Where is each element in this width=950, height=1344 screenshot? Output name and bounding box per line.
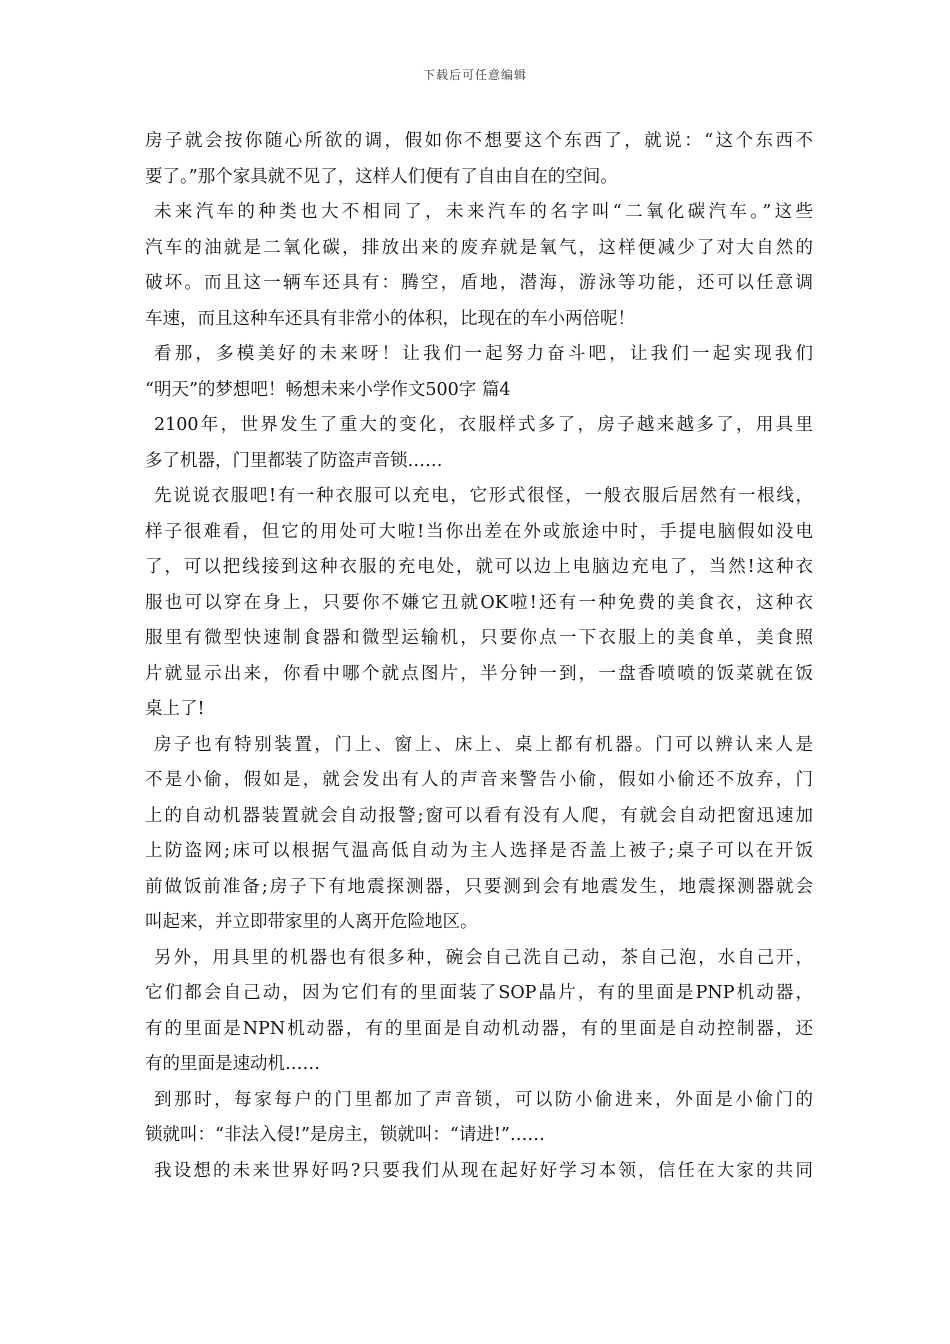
paragraph xyxy=(145,408,813,479)
paragraph xyxy=(145,479,813,728)
text-line: 汽车的油就是二氧化碳，排放出来的废弃就是氧气，这样便减少了对大自然的 xyxy=(145,237,813,258)
text-line: 桌上了! xyxy=(145,699,205,719)
text-line: 有的里面是NPN机动器，有的里面是自动机动器，有的里面是自动控制器，还 xyxy=(145,1018,813,1039)
text-line: 房子也有特别装置，门上、窗上、床上、桌上都有机器。门可以辨认来人是 xyxy=(154,734,813,755)
text-line: 我设想的未来世界好吗?只要我们从现在起好好学习本领，信任在大家的共同 xyxy=(154,1160,813,1181)
text-line: 要了。”那个家具就不见了，这样人们便有了自由自在的空间。 xyxy=(145,166,618,187)
text-line: 叫起来，并立即带家里的人离开危险地区。 xyxy=(145,912,478,932)
text-line: 样子很难看，但它的用处可大啦!当你出差在外或旅途中时，手提电脑假如没电 xyxy=(145,521,813,542)
page-header: 下载后可任意编辑 xyxy=(422,68,527,82)
text-line: 了，可以把线接到这种衣服的充电处，就可以边上电脑边充电了，当然!这种衣 xyxy=(145,557,813,577)
text-line: 上的自动机器装置就会自动报警;窗可以看有没有人爬，有就会自动把窗迅速加 xyxy=(145,805,813,826)
text-line: 到那时，每家每户的门里都加了声音锁，可以防小偷进来，外面是小偷门的 xyxy=(154,1089,813,1110)
paragraph xyxy=(145,728,813,941)
text-line: 它们都会自己动，因为它们有的里面装了SOP晶片，有的里面是PNP机动器， xyxy=(145,983,813,1003)
text-line: 有的里面是速动机…… xyxy=(145,1054,320,1074)
text-line: 未来汽车的种类也大不相同了，未来汽车的名字叫“二氧化碳汽车。”这些 xyxy=(154,202,813,222)
text-line: 看那，多模美好的未来呀！让我们一起努力奋斗吧，让我们一起实现我们 xyxy=(154,344,813,364)
text-line: 房子就会按你随心所欲的调，假如你不想要这个东西了，就说：“这个东西不 xyxy=(145,131,813,151)
paragraph xyxy=(145,195,813,337)
text-line: 服也可以穿在身上，只要你不嫌它丑就OK啦!还有一种免费的美食衣，这种衣 xyxy=(145,592,813,613)
text-line: 上防盗网;床可以根据气温高低自动为主人选择是否盖上被子;桌子可以在开饭 xyxy=(145,841,813,861)
paragraph xyxy=(145,941,813,1083)
text-line: “明天”的梦想吧！畅想未来小学作文500字 篇4 xyxy=(145,379,511,400)
text-line: 服里有微型快速制食器和微型运输机，只要你点一下衣服上的美食单，美食照 xyxy=(145,628,813,648)
text-line: 破坏。而且这一辆车还具有：腾空，盾地，潜海，游泳等功能，还可以任意调 xyxy=(145,273,813,293)
text-line: 多了机器，门里都装了防盗声音锁…… xyxy=(145,450,443,471)
document-body xyxy=(145,124,813,1189)
text-line: 车速，而且这种车还具有非常小的体积，比现在的车小两倍呢！ xyxy=(145,308,635,329)
paragraph xyxy=(145,124,813,195)
text-line: 不是小偷，假如是，就会发出有人的声音来警告小偷，假如小偷还不放弃，门 xyxy=(145,770,813,790)
paragraph xyxy=(145,337,813,408)
text-line: 2100年，世界发生了重大的变化，衣服样式多了，房子越来越多了，用具里 xyxy=(154,415,813,435)
paragraph xyxy=(145,1154,813,1190)
text-line: 先说说衣服吧!有一种衣服可以充电，它形式很怪，一般衣服后居然有一根线， xyxy=(154,486,813,506)
text-line: 另外，用具里的机器也有很多种，碗会自己洗自己动，茶自己泡，水自己开， xyxy=(154,947,813,968)
paragraph xyxy=(145,1083,813,1154)
text-line: 片就显示出来，你看中哪个就点图片，半分钟一到，一盘香喷喷的饭菜就在饭 xyxy=(145,663,813,684)
text-line: 锁就叫：“非法入侵!”是房主，锁就叫：“请进!”…… xyxy=(145,1125,545,1145)
text-line: 前做饭前准备;房子下有地震探测器，只要测到会有地震发生，地震探测器就会 xyxy=(145,876,813,897)
